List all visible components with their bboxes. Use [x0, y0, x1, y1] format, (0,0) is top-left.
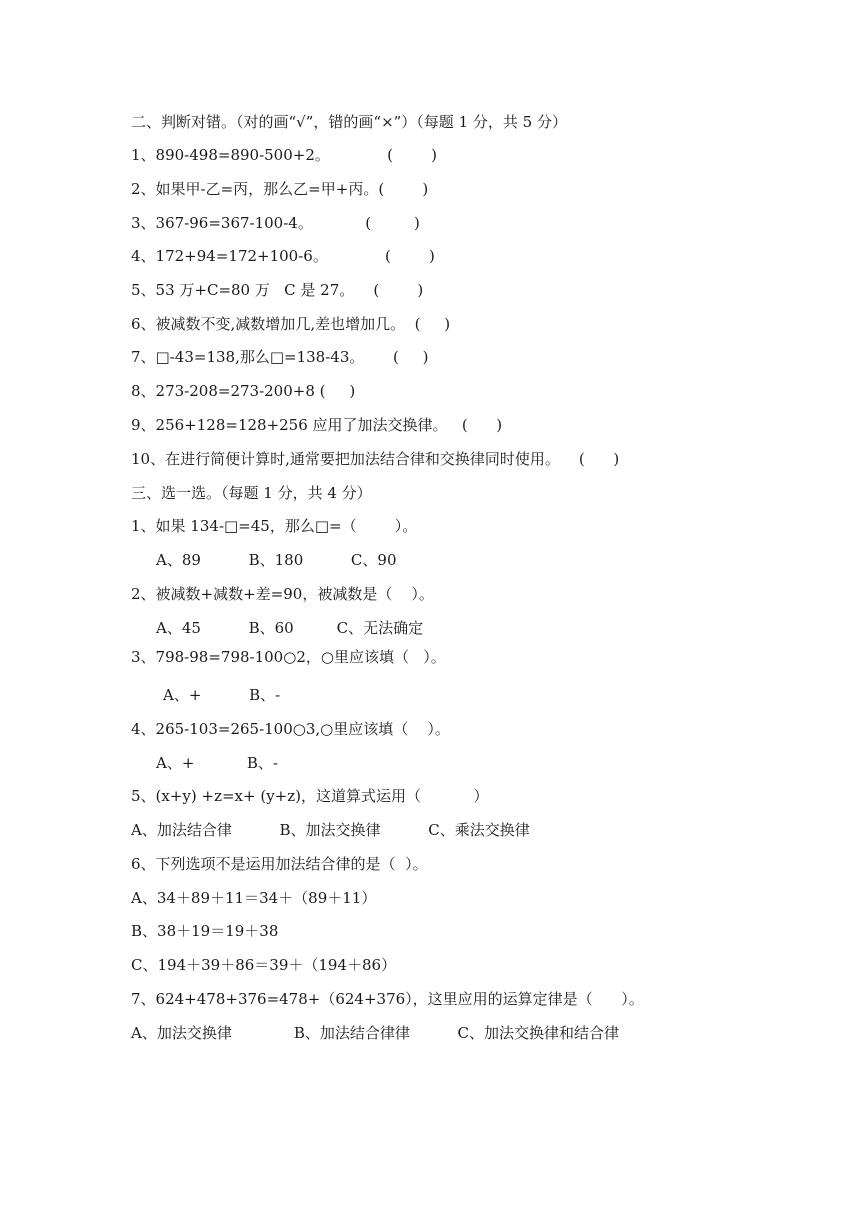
section-3-heading: 三、选一选。（每题 1 分，共 4 分）	[131, 484, 372, 502]
choice-q1-options: A、89 B、180 C、90	[156, 551, 397, 569]
choice-q2-options: A、45 B、60 C、无法确定	[156, 619, 424, 637]
choice-q6-option-c: C、194＋39＋86＝39＋（194＋86）	[131, 956, 397, 974]
choice-q5-stem: 5、(x+y) +z=x+ (y+z)，这道算式运用（ ）	[131, 787, 489, 805]
choice-q1-stem: 1、如果 134-□=45，那么□=（ ）。	[131, 517, 418, 535]
choice-q3-stem: 3、798-98=798-100○2，○里应该填（ ）。	[131, 648, 446, 666]
choice-q7-stem: 7、624+478+376=478+（624+376），这里应用的运算定律是（ ）。	[131, 990, 644, 1008]
judge-item-7: 7、□-43=138,那么□=138-43。 ( )	[131, 348, 429, 366]
judge-item-1: 1、890-498=890-500+2。 ( )	[131, 146, 437, 164]
choice-q3-options: A、+ B、-	[163, 686, 281, 704]
choice-q4-stem: 4、265-103=265-100○3,○里应该填（ ）。	[131, 720, 450, 738]
judge-item-4: 4、172+94=172+100-6。 ( )	[131, 247, 435, 265]
choice-q2-stem: 2、被减数+减数+差=90，被减数是（ ）。	[131, 585, 434, 603]
choice-q5-options: A、加法结合律 B、加法交换律 C、乘法交换律	[131, 821, 530, 839]
choice-q4-options: A、+ B、-	[156, 754, 278, 772]
choice-q6-option-b: B、38＋19＝19＋38	[131, 922, 279, 940]
choice-q6-stem: 6、下列选项不是运用加法结合律的是（ ）。	[131, 855, 428, 873]
judge-item-6: 6、被减数不变,减数增加几,差也增加几。 ( )	[131, 315, 451, 333]
judge-item-2: 2、如果甲-乙=丙，那么乙=甲+丙。( )	[131, 180, 429, 198]
judge-item-9: 9、256+128=128+256 应用了加法交换律。 ( )	[131, 416, 503, 434]
judge-item-10: 10、在进行简便计算时,通常要把加法结合律和交换律同时使用。 ( )	[131, 450, 620, 468]
judge-item-3: 3、367-96=367-100-4。 ( )	[131, 214, 420, 232]
judge-item-5: 5、53 万+C=80 万 C 是 27。 ( )	[131, 281, 424, 299]
choice-q7-options: A、加法交换律 B、加法结合律律 C、加法交换律和结合律	[131, 1024, 620, 1042]
judge-item-8: 8、273-208=273-200+8 ( )	[131, 382, 356, 400]
choice-q6-option-a: A、34＋89＋11＝34＋（89＋11）	[131, 889, 377, 907]
section-2-heading: 二、判断对错。（对的画“√”，错的画“×”）（每题 1 分，共 5 分）	[131, 113, 567, 131]
